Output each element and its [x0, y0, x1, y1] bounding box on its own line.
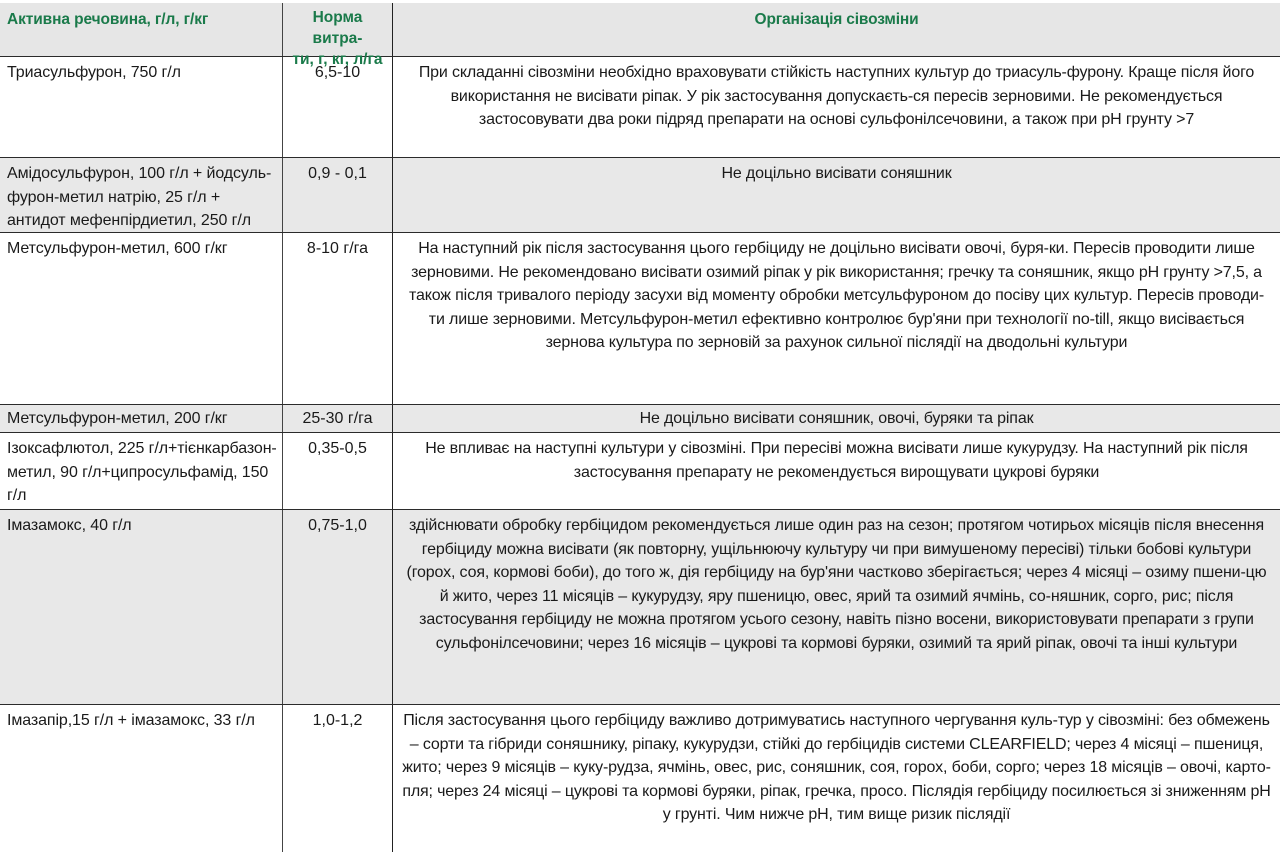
substance-cell: Триасульфурон, 750 г/л	[0, 57, 283, 157]
table-row	[0, 705, 1280, 852]
table-header-row	[0, 3, 1280, 68]
rate-cell: 0,9 - 0,1	[283, 158, 393, 232]
rate-cell: 0,75-1,0	[283, 510, 393, 704]
table-row	[0, 233, 1280, 405]
substance-cell: Імазапір,15 г/л + імазамокс, 33 г/л	[0, 705, 283, 852]
substance-cell: Імазамокс, 40 г/л	[0, 510, 283, 704]
header-rotation: Організація сівозміни	[754, 11, 919, 28]
substance-cell: Метсульфурон-метил, 600 г/кг	[0, 233, 283, 404]
substance-cell: Метсульфурон-метил, 200 г/кг	[0, 405, 283, 432]
rotation-cell: На наступний рік після застосування цього гербіциду не доцільно висівати овочі, буря-ки. Пересів проводити лише зерновими. Не рекомендовано висівати озимий ріпак у рік використання; гречку та соняшник, якщо pH грунту >7,5, а також після тривалого періоду засухи від моменту обробки метсульфуроном до посіву цих культур. Пересів проводи-ти лише зерновими. Метсульфурон-метил ефективно контролює бур'яни при технології no-till, якщо висівається зернова культура по зерновій за рахунок сильної післядії на дводольні культури	[408, 240, 1265, 351]
crop-rotation-table	[0, 3, 1280, 852]
header-substance: Активна речовина, г/л, г/кг	[0, 3, 283, 56]
rate-cell: 8-10 г/га	[283, 233, 393, 404]
substance-cell: Амідосульфурон, 100 г/л + йодсуль-фурон-метил натрію, 25 г/л + антидот мефенпірдиетил, 250 г/л	[0, 158, 283, 232]
table-row	[0, 158, 1280, 233]
rate-cell: 1,0-1,2	[283, 705, 393, 852]
table-row	[0, 510, 1280, 705]
rate-cell: 0,35-0,5	[283, 433, 393, 509]
rotation-cell: Після застосування цього гербіциду важливо дотримуватись наступного чергування куль-тур у сівозміні: без обмежень – сорти та гібриди соняшнику, ріпаку, кукурудзи, стійкі до гербіцидів системи CLEARFIELD; через 4 місяці – пшениця, жито; через 9 місяців – куку-рудза, ячмінь, овес, рис, соняшник, соя, горох, боби, сорго; через 18 місяців – овочі, карто-пля; через 24 місяці – цукрові та кормові буряки, ріпак, гречка, просо. Післядія гербіциду посилюється зі зниженням pH у грунті. Чим нижче pH, тим вище ризик післядії	[402, 712, 1271, 823]
rotation-cell: здійснювати обробку гербіцидом рекомендується лише один раз на сезон; протягом чотирьох місяців після внесення гербіциду можна висівати (як повторну, ущільнюючу культуру чи при вимушеному пересіві) тільки бобові культури (горох, соя, кормові боби), до того ж, дія гербіциду на бур'яни частково зберігається; через 4 місяці – озиму пшени-цю й жито, через 11 місяців – кукурудзу, яру пшеницю, овес, ярий та озимий ячмінь, со-няшник, сорго, рис; після застосування гербіциду не можна протягом усього сезону, навіть пізно восени, використовувати препарати з групи сульфонілсечовини; через 16 місяців – цукрові та кормові буряки, озимий та ярий ріпак, овочі та інші культури	[406, 517, 1267, 652]
table-row	[0, 433, 1280, 510]
table-row	[0, 57, 1280, 158]
table-row	[0, 405, 1280, 433]
rotation-cell: При складанні сівозміни необхідно враховувати стійкість наступних культур до триасуль-фурону. Краще після його використання не висівати ріпак. У рік застосування допускаєть-ся пересів зерновими. Не рекомендується застосовувати два роки підряд препарати на основі сульфонілсечовини, а також при pH грунту >7	[418, 64, 1255, 128]
rotation-cell: Не доцільно висівати соняшник, овочі, буряки та ріпак	[639, 410, 1034, 427]
rate-cell: 6,5-10	[283, 57, 393, 157]
rotation-cell: Не доцільно висівати соняшник	[721, 165, 952, 182]
rate-cell: 25-30 г/га	[283, 405, 393, 432]
substance-cell: Ізоксафлютол, 225 г/л+тієнкарбазон-метил, 90 г/л+ципросульфамід, 150 г/л	[0, 433, 283, 509]
header-rate: Норма витра- ти, г, кг, л/га	[283, 3, 393, 56]
rotation-cell: Не впливає на наступні культури у сівозміні. При пересіві можна висівати лише кукурудзу. На наступний рік після застосування препарату не рекомендується вирощувати цукрові буряки	[425, 440, 1248, 481]
